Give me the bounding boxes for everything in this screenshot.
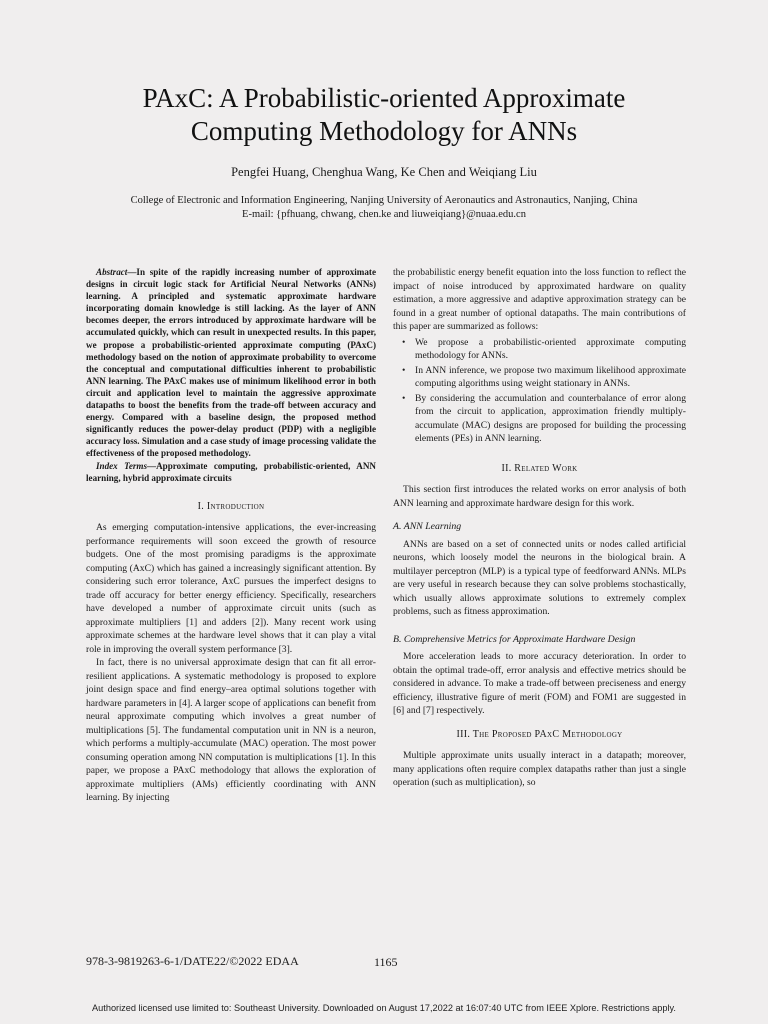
footer-isbn: 978-3-9819263-6-1/DATE22/©2022 EDAA [86, 954, 299, 968]
license-notice: Authorized licensed use limited to: Southeast University. Downloaded on August 17,2022 at 16:07:40 UTC from IEEE Xplore. Restrictions apply. [92, 1003, 676, 1013]
left-column [86, 266, 376, 805]
affiliation: College of Electronic and Information Engineering, Nanjing University of Aeronautics and Astronautics, Nanjing, China [130, 195, 638, 206]
page-number: 1165 [374, 955, 398, 969]
abstract [86, 266, 376, 460]
title-line-1: PAxC: A Probabilistic-oriented Approximate [142, 83, 626, 113]
list-item [402, 336, 686, 363]
affiliation-block [40, 194, 728, 222]
contribution-list [393, 336, 686, 446]
intro-paragraph-1: As emerging computation-intensive applications, the ever-increasing performance requirements will soon exceed the growth of resource budgets. One of the most promising paradigms is the approximate computing (AxC) which has gained a increasingly significant attention. By considering such error tolerance, AxC pursues the imperfect designs to trade off accuracy for better energy efficiency. Specifically, researchers have developed a number of approximate circuit units (such as approximate multipliers [1] and adders [2]). Many recent work using approximate schemes at the hardware level shows that it can play a vital role in improving the overall system performance [3]. [86, 522, 376, 655]
author-list: Pengfei Huang, Chenghua Wang, Ke Chen and Weiqiang Liu [231, 165, 537, 179]
metrics-paragraph: More acceleration leads to more accuracy deterioration. In order to obtain the optimal trade-off, error analysis and effective metrics should be considered in advance. To make a trade-off between preciseness and energy efficiency, illustrative figure of merit (FOM) and FOM1 are suggested in [6] and [7] respectively. [393, 651, 686, 716]
intro-continuation: the probabilistic energy benefit equation into the loss function to reflect the impact of noise introduced by approximated hardware on quality estimation, a more aggressive and adaptive approximation strategy can be found in a great number of optional datapaths. The main contributions of this paper are summarized as follows: [393, 267, 686, 332]
bullet-icon: • [402, 336, 406, 348]
section-heading-methodology: III. The Proposed PAxC Methodology [456, 728, 623, 740]
methodology-paragraph: Multiple approximate units usually interact in a datapath; moreover, many applications often require complex datapaths rather than just a single operation (such as multiplication), so [393, 750, 686, 788]
section-heading-introduction: I. Introduction [197, 500, 265, 512]
subsection-heading-ann-learning: A. ANN Learning [393, 521, 462, 532]
subsection-heading-metrics: B. Comprehensive Metrics for Approximate Hardware Design [393, 633, 636, 645]
bullet-icon: • [402, 392, 406, 404]
related-work-intro: This section first introduces the related works on error analysis of both ANN learning and approximate hardware design for this work. [393, 484, 686, 509]
abstract-lead: Abstract [96, 267, 128, 277]
list-item [402, 392, 686, 446]
ann-learning-paragraph: ANNs are based on a set of connected units or nodes called artificial neurons, which loosely model the neurons in the biological brain. A multilayer perceptron (MLP) is a typical type of feedforward ANNs. MLPs are very useful in research because they can solve problems stochastically, which usually allows approximate solutions to extremely complex problems, such as fitness approximation. [393, 538, 686, 617]
contribution-text: In ANN inference, we propose two maximum likelihood approximate computing algorithms using weight stationary in ANNs. [415, 364, 686, 389]
title-line-2: Computing Methodology for ANNs [190, 116, 578, 146]
abstract-text: —In spite of the rapidly increasing number of approximate designs in circuit logic stack for Artificial Neural Networks (ANNs) learning. A principled and systematic approximate hardware incorporating domain knowledge is still lacking. As the layer of ANN becomes deeper, the errors introduced by approximate hardware will be accumulated quickly, which can result in unexpected results. In this paper, we propose a probabilistic-oriented approximate computing (PAxC) methodology based on the notion of approximate probability to overcome the conceptual and computational difficulties inherent to probabilistic ANN learning. The PAxC makes use of minimum likelihood error in both circuit and application level to maintain the aggressive approximate datapaths to boost the benefits from the trade-off between accuracy and energy. Compared with a baseline design, the proposed method significantly reduces the power-delay product (PDP) with a negligible accuracy loss. Simulation and a case study of image processing validate the effectiveness of the proposed methodology. [86, 267, 376, 459]
intro-paragraph-2: In fact, there is no universal approximate design that can fit all error-resilient applications. A systematic methodology is proposed to explore joint design space and find energy–area optimal solutions together with hardware parameters in [4]. A larger scope of applications can benefit from neural approximate computing which involves a great number of multiplications [5]. The fundamental computation unit in NN is a neuron, which performs a multiply-accumulate (MAC) operation. The most power consuming operation among NN computation is multiplications [1]. In this paper, we propose a PAxC methodology that allows the exploration of approximate multipliers (AMs) efficiently coordinating with ANN learning. By injecting [86, 657, 376, 804]
right-column [393, 266, 686, 790]
section-heading-related-work: II. Related Work [501, 462, 578, 474]
contribution-text: By considering the accumulation and counterbalance of error along from the circuit to application, approximation friendly multiply-accumulate (MAC) designs are proposed for building the processing elements (PEs) in ANN learning. [415, 392, 686, 444]
bullet-icon: • [402, 364, 406, 376]
contribution-text: We propose a probabilistic-oriented approximate computing methodology for ANNs. [415, 336, 686, 361]
email: E-mail: {pfhuang, chwang, chen.ke and liuweiqiang}@nuaa.edu.cn [242, 209, 526, 220]
index-terms-lead: Index Terms [96, 460, 148, 471]
index-terms [86, 460, 376, 484]
list-item [402, 364, 686, 391]
index-terms-text: —Approximate computing, probabilistic-oriented, ANN learning, hybrid approximate circuits [86, 460, 376, 483]
paper-title [60, 82, 708, 148]
